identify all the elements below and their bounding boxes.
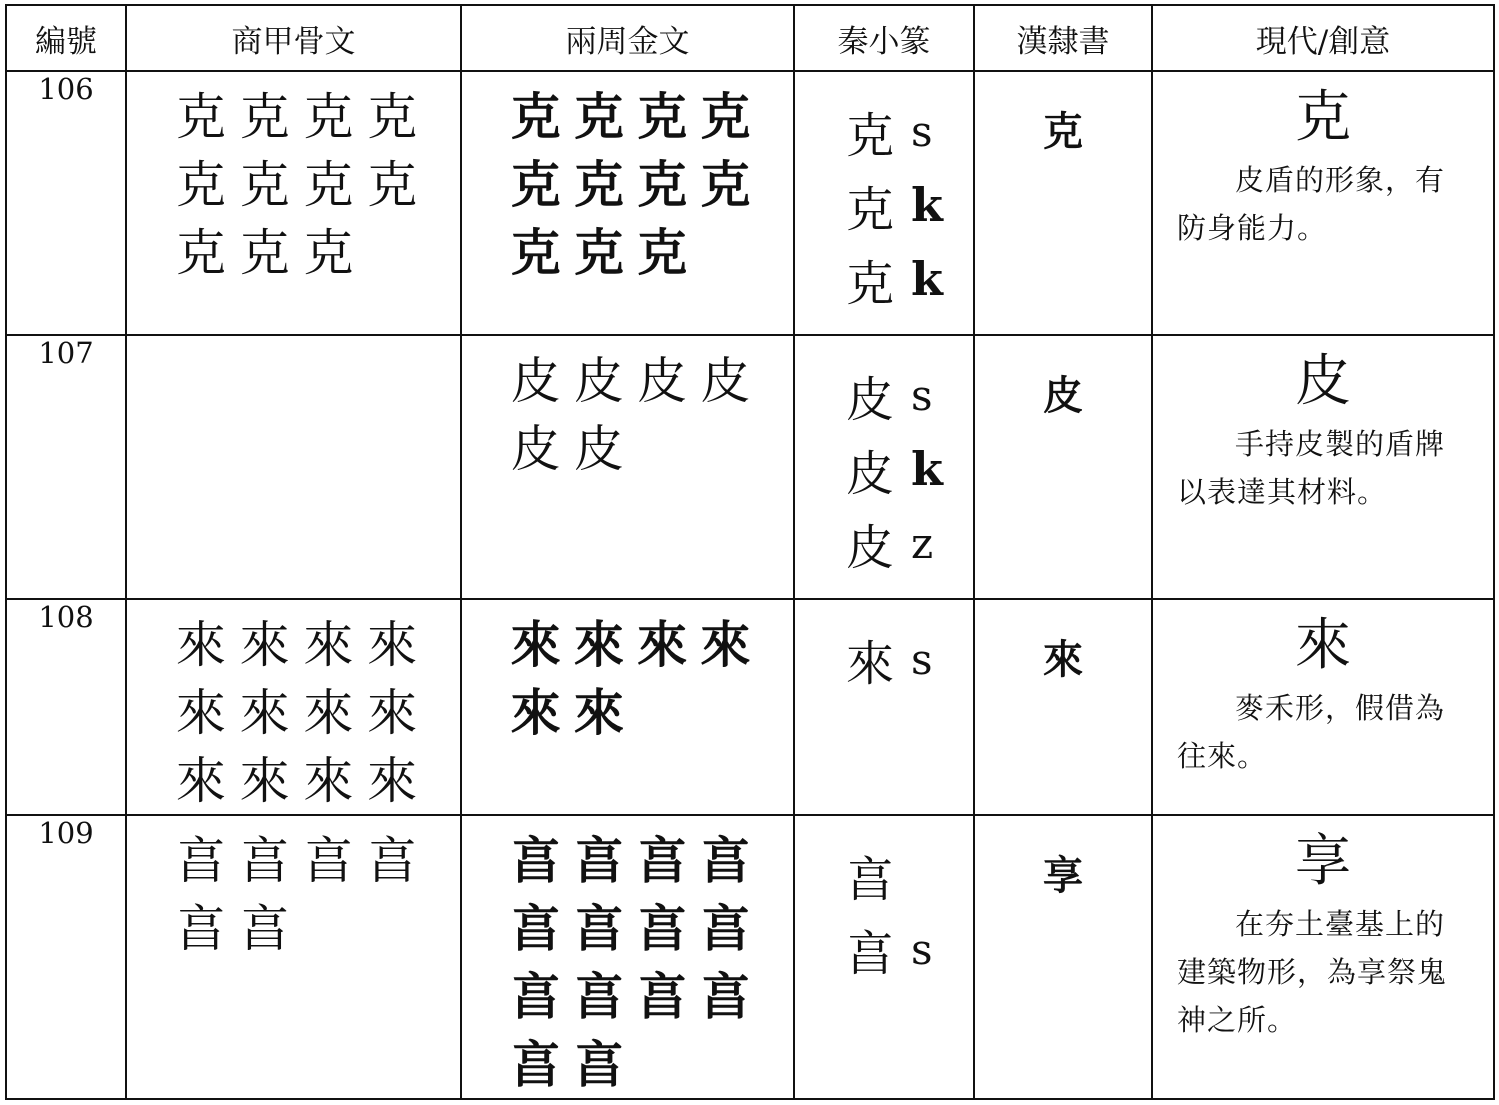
modern-char: 來 [1295,613,1351,678]
header-row [6,5,1494,71]
ancient-glyph: 來 [637,615,688,674]
ancient-glyph: 皮 [700,352,751,410]
modern-description: 皮盾的形象，有防身能力。 [1177,163,1446,245]
seal-forms [795,72,973,316]
ancient-glyph: 亯 [700,967,751,1026]
ancient-glyph: 克 [573,223,624,282]
seal-source-tag: s [911,106,933,156]
modern-description: 手持皮製的盾牌以表達其材料。 [1177,427,1446,509]
seal-form [839,94,973,168]
clerical-cell [974,599,1152,815]
ancient-glyph: 來 [573,615,624,674]
bronze-cell [461,335,794,599]
modern-char: 皮 [1295,349,1351,414]
bronze-glyphs [462,600,793,746]
ancient-glyph: 來 [175,752,226,810]
modern-char: 克 [1295,85,1351,150]
clerical-char: 來 [1043,637,1083,683]
header-oracle: 商甲骨文 [126,5,461,71]
seal-forms [795,336,973,580]
seal-form [839,506,973,580]
modern-cell [1152,335,1494,599]
seal-source-tag: z [911,518,934,568]
ancient-glyph: 亯 [510,967,561,1026]
seal-cell [794,599,974,815]
seal-glyph: 來 [845,635,894,692]
seal-forms [795,816,973,986]
ancient-glyph: 來 [175,616,226,674]
ancient-glyph: 克 [239,156,290,214]
ancient-glyph: 克 [303,224,354,282]
ancient-glyph: 來 [303,684,354,742]
ancient-glyph: 來 [303,616,354,674]
character-evolution-table [5,4,1495,1100]
modern-char: 享 [1295,829,1351,894]
ancient-glyph: 亯 [239,832,290,890]
ancient-glyph: 亯 [175,900,226,958]
row-number: 108 [6,599,126,815]
ancient-glyph: 來 [239,684,290,742]
modern-cell [1152,599,1494,815]
oracle-glyphs [127,600,460,814]
seal-source-tag: k [911,178,943,232]
oracle-cell [126,599,461,815]
ancient-glyph: 克 [239,88,290,146]
seal-cell [794,335,974,599]
ancient-glyph: 克 [573,155,624,214]
ancient-glyph: 克 [573,87,624,146]
ancient-glyph: 皮 [510,352,561,410]
modern-cell [1152,815,1494,1099]
seal-glyph: 克 [845,181,894,238]
seal-cell [794,71,974,335]
table-row [6,71,1494,335]
clerical-cell [974,335,1152,599]
oracle-glyphs [127,72,460,286]
ancient-glyph: 克 [303,88,354,146]
seal-glyph: 克 [845,255,894,312]
oracle-cell [126,71,461,335]
ancient-glyph: 來 [510,683,561,742]
seal-glyph: 皮 [845,371,894,428]
ancient-glyph: 來 [367,752,418,810]
clerical-cell [974,815,1152,1099]
modern-cell [1152,71,1494,335]
table-row [6,335,1494,599]
ancient-glyph: 來 [239,616,290,674]
ancient-glyph: 來 [367,616,418,674]
header-number: 編號 [6,5,126,71]
ancient-glyph: 亯 [637,831,688,890]
clerical-char: 享 [1043,853,1083,899]
ancient-glyph: 亯 [573,967,624,1026]
ancient-glyph: 克 [367,88,418,146]
bronze-cell [461,599,794,815]
ancient-glyph: 亯 [175,832,226,890]
ancient-glyph: 亯 [700,899,751,958]
seal-form [839,358,973,432]
bronze-glyphs [462,336,793,482]
table-row [6,815,1494,1099]
seal-glyph: 克 [845,107,894,164]
ancient-glyph: 亯 [637,899,688,958]
ancient-glyph: 克 [637,87,688,146]
ancient-glyph: 皮 [573,420,624,478]
bronze-cell [461,71,794,335]
seal-cell [794,815,974,1099]
oracle-cell [126,335,461,599]
ancient-glyph: 來 [573,683,624,742]
bronze-cell [461,815,794,1099]
seal-form [839,622,973,696]
clerical-cell [974,71,1152,335]
ancient-glyph: 皮 [637,352,688,410]
ancient-glyph: 克 [637,223,688,282]
oracle-glyphs [127,816,460,962]
clerical-char: 皮 [1043,373,1083,419]
ancient-glyph: 來 [510,615,561,674]
seal-glyph: 皮 [845,445,894,502]
ancient-glyph: 克 [510,87,561,146]
seal-form [839,912,973,986]
ancient-glyph: 來 [700,615,751,674]
ancient-glyph: 克 [700,155,751,214]
ancient-glyph: 亯 [700,831,751,890]
header-seal: 秦小篆 [794,5,974,71]
ancient-glyph: 克 [510,223,561,282]
seal-source-tag: k [911,252,943,306]
seal-forms [795,600,973,696]
modern-description: 在夯土臺基上的建築物形，為享祭鬼神之所。 [1177,907,1448,1037]
seal-form [839,242,973,316]
ancient-glyph: 克 [175,156,226,214]
ancient-glyph: 來 [367,684,418,742]
ancient-glyph: 克 [175,224,226,282]
seal-glyph: 亯 [845,851,894,908]
seal-glyph: 亯 [845,925,894,982]
ancient-glyph: 亯 [573,831,624,890]
ancient-glyph: 克 [175,88,226,146]
table-row [6,599,1494,815]
ancient-glyph: 亯 [510,831,561,890]
header-modern: 現代/創意 [1152,5,1494,71]
ancient-glyph: 皮 [510,420,561,478]
ancient-glyph: 亯 [573,1035,624,1094]
ancient-glyph: 亯 [573,899,624,958]
ancient-glyph: 克 [637,155,688,214]
row-number: 107 [6,335,126,599]
ancient-glyph: 克 [510,155,561,214]
seal-glyph: 皮 [845,519,894,576]
ancient-glyph: 亯 [303,832,354,890]
ancient-glyph: 皮 [573,352,624,410]
header-bronze: 兩周金文 [461,5,794,71]
header-clerical: 漢隸書 [974,5,1152,71]
ancient-glyph: 克 [700,87,751,146]
ancient-glyph: 克 [239,224,290,282]
clerical-char: 克 [1043,109,1083,155]
bronze-glyphs [462,816,793,1098]
bronze-glyphs [462,72,793,286]
oracle-cell [126,815,461,1099]
ancient-glyph: 亯 [239,900,290,958]
ancient-glyph: 來 [239,752,290,810]
ancient-glyph: 來 [175,684,226,742]
ancient-glyph: 亯 [367,832,418,890]
seal-source-tag: s [911,634,933,684]
ancient-glyph: 亯 [637,967,688,1026]
ancient-glyph: 亯 [510,1035,561,1094]
oracle-glyphs [127,336,460,348]
ancient-glyph: 克 [303,156,354,214]
ancient-glyph: 克 [367,156,418,214]
seal-form [839,432,973,506]
row-number: 106 [6,71,126,335]
modern-description: 麥禾形，假借為往來。 [1177,691,1446,773]
ancient-glyph: 來 [303,752,354,810]
seal-source-tag: s [911,370,933,420]
seal-form [839,838,973,912]
seal-form [839,168,973,242]
seal-source-tag: s [911,924,933,974]
ancient-glyph: 亯 [510,899,561,958]
row-number: 109 [6,815,126,1099]
seal-source-tag: k [911,442,943,496]
